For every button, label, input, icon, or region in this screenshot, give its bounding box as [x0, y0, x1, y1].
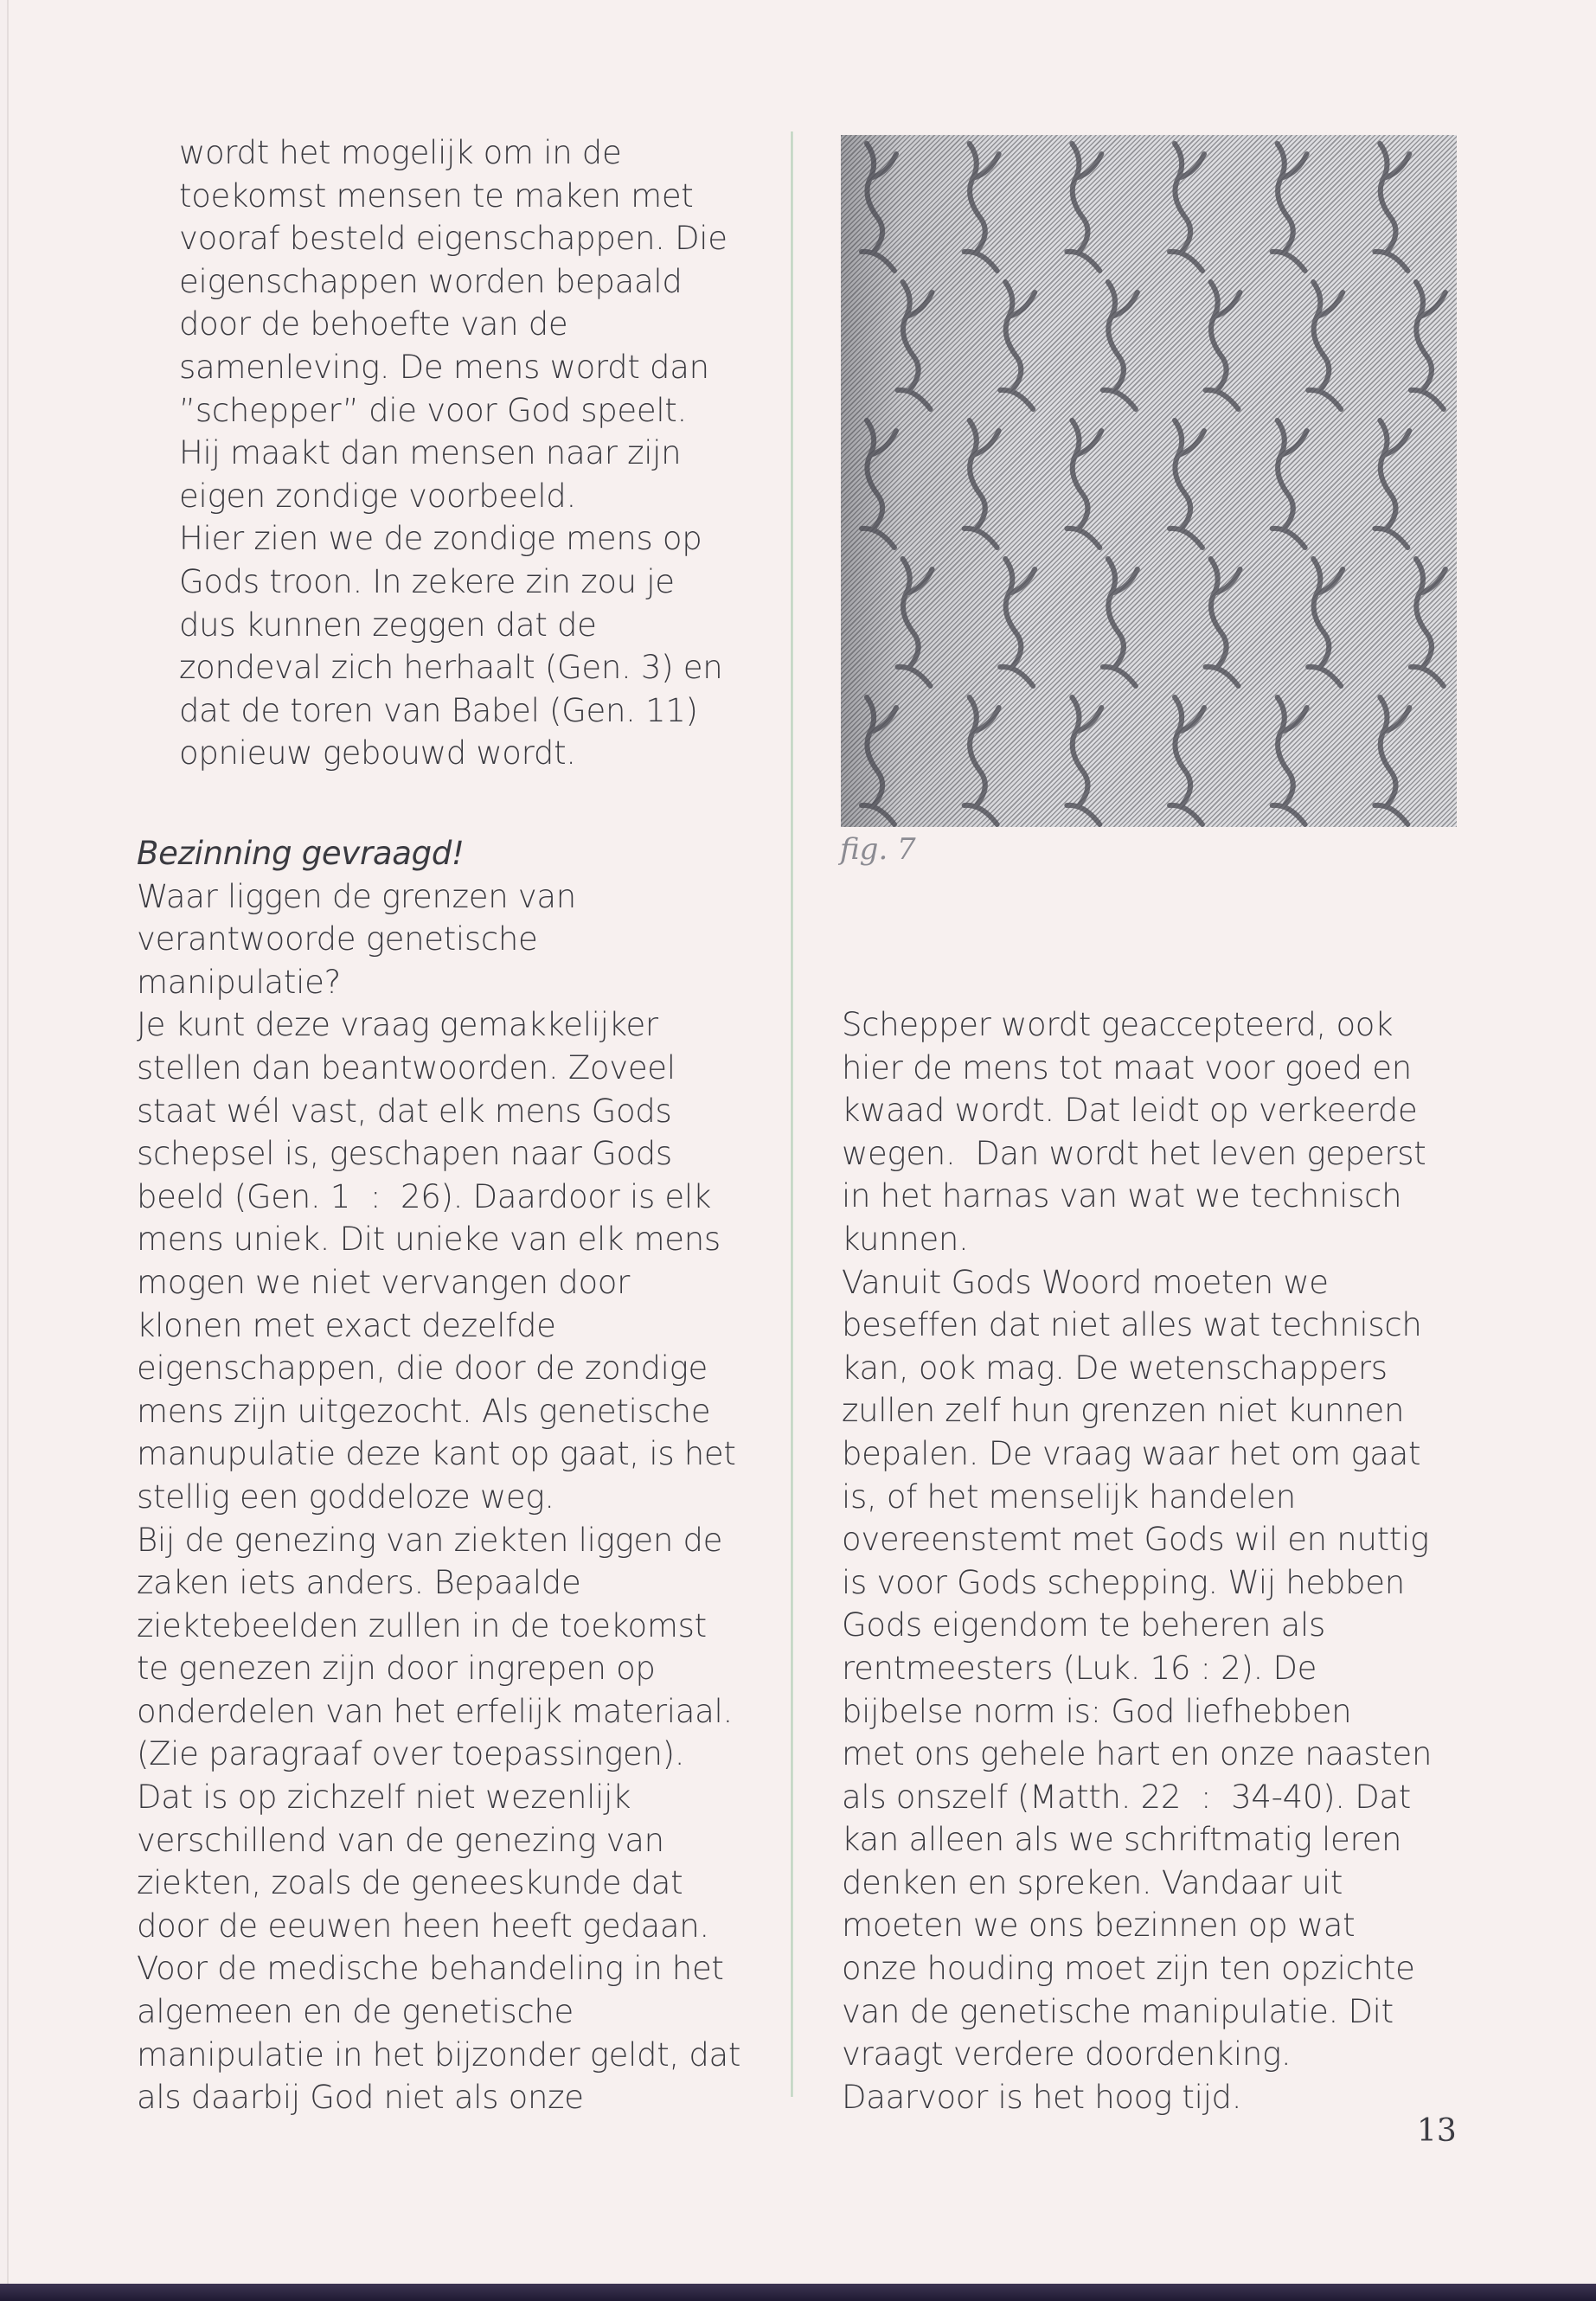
text-line: toekomst mensen te maken met [179, 176, 694, 215]
figure-motif [1170, 697, 1204, 824]
text-line: samenleving. De mens wordt dan [179, 348, 709, 386]
text-line: verantwoorde genetische [137, 920, 538, 958]
text-line: manipulatie in het bijzonder geldt, dat [137, 2035, 741, 2073]
figure-motif [898, 559, 933, 686]
text-line: Daarvoor is het hoog tijd. [842, 2078, 1242, 2116]
figure-motif [1000, 282, 1035, 409]
figure-motif [1272, 697, 1307, 824]
text-line: van de genetische manipulatie. Dit [842, 1992, 1394, 2030]
column-divider [791, 131, 793, 2097]
text-line: als onszelf (Matth. 22 : 34-40). Dat [842, 1778, 1411, 1816]
text-line: dus kunnen zeggen dat de [179, 606, 597, 644]
text-line: door de behoefte van de [179, 305, 568, 343]
text-line: te genezen zijn door ingrepen op [137, 1650, 656, 1688]
text-line: Hier zien we de zondige mens op [179, 520, 702, 558]
text-line: klonen met exact dezelfde [137, 1306, 556, 1344]
text-line: Bij de genezing van ziekten liggen de [137, 1521, 723, 1559]
text-line: is voor Gods schepping. Wij hebben [842, 1563, 1405, 1601]
figure-motif [965, 144, 999, 271]
figure-motif [1375, 144, 1409, 271]
figure-motif [1103, 559, 1138, 686]
text-line: beseffen dat niet alles wat technisch [842, 1306, 1422, 1344]
figure-motif [1067, 697, 1101, 824]
figure-motif [1170, 144, 1204, 271]
text-line: eigenschappen worden bepaald [179, 262, 683, 300]
figure-motif [1375, 697, 1409, 824]
text-line: bepalen. De vraag waar het om gaat [842, 1434, 1421, 1472]
text-line: schepsel is, geschapen naar Gods [137, 1135, 672, 1173]
text-line: kwaad wordt. Dat leidt op verkeerde [842, 1092, 1418, 1130]
text-line: wordt het mogelijk om in de [179, 134, 622, 171]
scan-bottom-edge [0, 2284, 1596, 2301]
text-line: rentmeesters (Luk. 16 : 2). De [842, 1649, 1317, 1687]
text-line: denken en spreken. Vandaar uit [842, 1863, 1343, 1901]
text-line: Je kunt deze vraag gemakkelijker [137, 1006, 658, 1044]
text-line: Gods eigendom te beheren als [842, 1606, 1325, 1644]
text-line: Schepper wordt geaccepteerd, ook [842, 1006, 1394, 1043]
figure-motif [965, 420, 999, 548]
text-line: staat wél vast, dat elk mens Gods [137, 1092, 672, 1130]
text-line: kan, ook mag. De wetenschappers [842, 1349, 1388, 1387]
text-line: wegen. Dan wordt het leven geperst [842, 1134, 1426, 1172]
figure-motif [1411, 282, 1445, 409]
figure-motif [1308, 559, 1343, 686]
figure-motif [1308, 282, 1343, 409]
figure-motif [1272, 420, 1307, 548]
text-line: Waar liggen de grenzen van [137, 877, 576, 915]
text-line: Voor de medische behandeling in het [137, 1950, 724, 1988]
figure-motif [1067, 144, 1101, 271]
figure-motif [1170, 420, 1204, 548]
book-page [7, 0, 1596, 2284]
left-column-bottom-text [137, 832, 794, 2119]
figure-motif [965, 697, 999, 824]
text-line: in het harnas van wat we technisch [842, 1177, 1402, 1215]
figure-motif [898, 282, 933, 409]
left-column-top-text [179, 131, 785, 775]
figure-motif [1272, 144, 1307, 271]
figure-motif [1206, 559, 1240, 686]
text-line: zaken iets anders. Bepaalde [137, 1564, 581, 1602]
tessellated-figures-icon [841, 135, 1457, 827]
figure-image [841, 135, 1457, 827]
text-line: eigen zondige voorbeeld. [179, 477, 576, 515]
text-line: vooraf besteld eigenschappen. Die [179, 220, 727, 258]
text-line: zullen zelf hun grenzen niet kunnen [842, 1392, 1405, 1430]
figure-caption: fig. 7 [840, 832, 916, 867]
text-line: bijbelse norm is: God liefhebben [842, 1692, 1352, 1730]
text-line: eigenschappen, die door de zondige [137, 1349, 708, 1388]
text-line: mens zijn uitgezocht. Als genetische [137, 1392, 711, 1430]
section-heading: Bezinning gevraagd! [137, 835, 465, 872]
text-line: dat de toren van Babel (Gen. 11) [179, 691, 698, 729]
figure-motif [862, 144, 896, 271]
text-line: Gods troon. In zekere zin zou je [179, 562, 675, 600]
text-line: hier de mens tot maat voor goed en [842, 1048, 1412, 1086]
text-line: Vanuit Gods Woord moeten we [842, 1263, 1329, 1301]
text-line: ”schepper” die voor God speelt. [179, 391, 687, 429]
text-line: manupulatie deze kant op gaat, is het [137, 1435, 736, 1473]
figure-motif [1411, 559, 1445, 686]
text-line: beeld (Gen. 1 : 26). Daardoor is elk [137, 1177, 711, 1215]
text-line: zondeval zich herhaalt (Gen. 3) en [179, 649, 723, 687]
text-line: kan alleen als we schriftmatig leren [842, 1821, 1402, 1859]
text-line: Hij maakt dan mensen naar zijn [179, 434, 682, 472]
text-line: mens uniek. Dit unieke van elk mens [137, 1221, 721, 1259]
text-line: ziektebeelden zullen in de toekomst [137, 1606, 707, 1644]
text-line: manipulatie? [137, 963, 341, 1001]
text-line: verschillend van de genezing van [137, 1821, 664, 1859]
page-number: 13 [1417, 2113, 1457, 2149]
text-line: met ons gehele hart en onze naasten [842, 1735, 1433, 1773]
text-line: onderdelen van het erfelijk materiaal. [137, 1692, 733, 1730]
text-line: vraagt verdere doordenking. [842, 2035, 1292, 2073]
figure-motif [1067, 420, 1101, 548]
text-line: door de eeuwen heen heeft gedaan. [137, 1907, 709, 1945]
text-line: moeten we ons bezinnen op wat [842, 1907, 1356, 1945]
right-column-text [842, 1003, 1465, 2118]
text-line: onze houding moet zijn ten opzichte [842, 1950, 1415, 1988]
figure-motif [862, 420, 896, 548]
figure-motif [1000, 559, 1035, 686]
text-line: kunnen. [842, 1220, 969, 1258]
figure-motif [1375, 420, 1409, 548]
text-line: algemeen en de genetische [137, 1993, 574, 2031]
text-line: stellen dan beantwoorden. Zoveel [137, 1048, 676, 1086]
figure-motif [1103, 282, 1138, 409]
text-line: als daarbij God niet als onze [137, 2079, 584, 2117]
text-line: stellig een goddeloze weg. [137, 1477, 554, 1516]
text-line: (Zie paragraaf over toepassingen). [137, 1735, 685, 1773]
figure-motif [862, 697, 896, 824]
figure-motif [1206, 282, 1240, 409]
text-line: is, of het menselijk handelen [842, 1477, 1296, 1516]
text-line: ziekten, zoals de geneeskunde dat [137, 1864, 683, 1902]
text-line: Dat is op zichzelf niet wezenlijk [137, 1779, 631, 1817]
text-line: mogen we niet vervangen door [137, 1263, 631, 1301]
text-line: opnieuw gebouwd wordt. [179, 734, 576, 772]
text-line: overeenstemt met Gods wil en nuttig [842, 1521, 1429, 1559]
